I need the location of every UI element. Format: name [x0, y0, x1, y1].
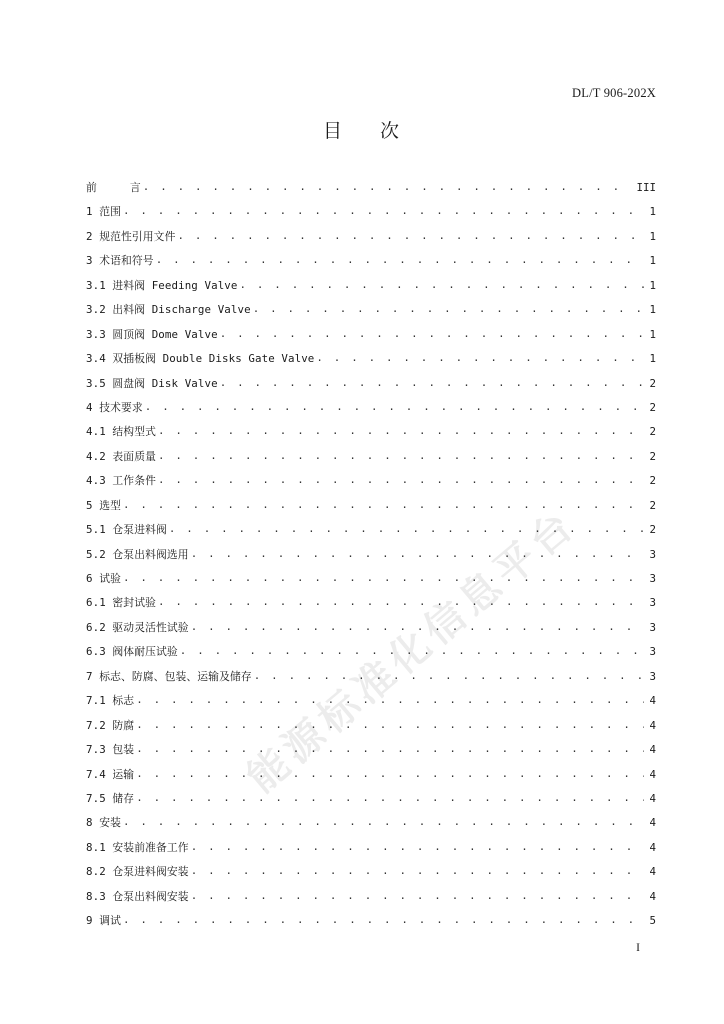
toc-entry[interactable]: [86, 496, 656, 520]
toc-entry-label: 6.3 阀体耐压试验: [86, 645, 178, 659]
toc-entry-page: 3: [649, 645, 656, 659]
toc-entry-label: 7.5 储存: [86, 791, 135, 805]
toc-entry-page: 4: [649, 694, 656, 708]
toc-dot-leader: [158, 446, 644, 466]
toc-dot-leader: [253, 299, 644, 319]
toc-entry-label: 1 范围: [86, 205, 121, 219]
toc-entry[interactable]: [86, 374, 656, 398]
toc-entry-page: 1: [649, 327, 656, 341]
document-code: DL/T 906-202X: [572, 86, 656, 100]
page-title: [0, 116, 724, 143]
toc-dot-leader: [191, 861, 644, 881]
toc-dot-leader: [191, 617, 644, 637]
toc-entry[interactable]: [86, 813, 656, 837]
toc-dot-leader: [156, 250, 644, 270]
toc-dot-leader: [136, 764, 644, 784]
toc-entry-label: 8 安装: [86, 816, 121, 830]
toc-dot-leader: [123, 568, 644, 588]
toc-entry-page: 3: [649, 547, 656, 561]
toc-entry-page: 4: [649, 840, 656, 854]
toc-entry[interactable]: [86, 276, 656, 300]
toc-entry[interactable]: [86, 838, 656, 862]
toc-entry-label: 7.1 标志: [86, 694, 135, 708]
toc-entry-label: 前 言: [86, 181, 141, 194]
toc-entry[interactable]: [86, 300, 656, 324]
toc-dot-leader: [191, 544, 644, 564]
toc-entry[interactable]: [86, 765, 656, 789]
toc-entry-page: 3: [649, 572, 656, 585]
toc-entry-page: 3: [649, 596, 656, 610]
toc-entry[interactable]: [86, 642, 656, 666]
toc-entry-label: 9 调试: [86, 914, 121, 928]
toc-entry[interactable]: [86, 618, 656, 642]
toc-dot-leader: [136, 739, 644, 759]
toc-entry-page: 4: [649, 718, 656, 732]
toc-entry[interactable]: [86, 716, 656, 740]
toc-entry-page: III: [636, 181, 656, 194]
toc-dot-leader: [220, 324, 644, 344]
title-char-2: 次: [380, 120, 402, 142]
toc-entry-label: 7.3 包装: [86, 743, 135, 757]
toc-entry-page: 1: [649, 352, 656, 366]
toc-entry-page: 2: [649, 498, 656, 512]
toc-dot-leader: [123, 910, 644, 930]
toc-entry-page: 1: [649, 229, 656, 243]
toc-entry-label: 4.3 工作条件: [86, 474, 156, 488]
toc-entry-label: 4.2 表面质量: [86, 449, 156, 463]
toc-entry[interactable]: [86, 887, 656, 911]
toc-entry[interactable]: [86, 422, 656, 446]
toc-dot-leader: [180, 641, 644, 661]
toc-dot-leader: [123, 495, 644, 515]
watermark-text: 能源标准化信息平台: [238, 500, 586, 802]
toc-entry-page: 1: [649, 278, 656, 292]
toc-entry-page: 4: [649, 865, 656, 879]
toc-entry-label: 6 试验: [86, 572, 121, 585]
toc-dot-leader: [191, 837, 644, 857]
toc-entry-page: 4: [649, 816, 656, 830]
toc-entry[interactable]: [86, 251, 656, 275]
toc-entry[interactable]: [86, 862, 656, 886]
toc-entry[interactable]: [86, 202, 656, 226]
toc-entry-label: 8.3 仓泵出料阀安装: [86, 889, 189, 903]
toc-entry-label: 4.1 结构型式: [86, 425, 156, 439]
toc-entry[interactable]: [86, 667, 656, 691]
toc-entry-page: 4: [649, 743, 656, 757]
toc-entry-page: 4: [649, 889, 656, 903]
toc-entry[interactable]: [86, 691, 656, 715]
toc-dot-leader: [191, 886, 644, 906]
toc-entry-page: 3: [649, 620, 656, 634]
toc-entry-page: 1: [649, 254, 656, 268]
table-of-contents: [86, 178, 656, 936]
toc-dot-leader: [136, 715, 644, 735]
page-number: I: [636, 942, 640, 954]
toc-entry[interactable]: [86, 593, 656, 617]
toc-entry[interactable]: [86, 740, 656, 764]
toc-dot-leader: [169, 519, 644, 539]
toc-entry[interactable]: [86, 545, 656, 569]
toc-entry-page: 2: [649, 474, 656, 488]
toc-entry[interactable]: [86, 569, 656, 593]
toc-dot-leader: [143, 177, 633, 197]
toc-dot-leader: [316, 348, 644, 368]
toc-dot-leader: [123, 201, 644, 221]
toc-entry[interactable]: [86, 227, 656, 251]
toc-entry-page: 2: [649, 376, 656, 390]
toc-entry[interactable]: [86, 520, 656, 544]
toc-entry-label: 3.1 进料阀 Feeding Valve: [86, 278, 238, 292]
toc-entry[interactable]: [86, 471, 656, 495]
toc-entry-page: 2: [649, 449, 656, 463]
title-char-1: 目: [322, 120, 344, 142]
toc-entry-page: 2: [649, 425, 656, 439]
toc-entry[interactable]: [86, 398, 656, 422]
toc-dot-leader: [220, 373, 644, 393]
toc-dot-leader: [254, 666, 644, 686]
toc-entry-label: 5 选型: [86, 498, 121, 512]
toc-entry[interactable]: [86, 349, 656, 373]
toc-entry-label: 5.2 仓泵出料阀选用: [86, 547, 189, 561]
toc-entry-label: 2 规范性引用文件: [86, 229, 176, 243]
toc-entry[interactable]: [86, 178, 656, 202]
toc-entry-label: 8.2 仓泵进料阀安装: [86, 865, 189, 879]
toc-entry-page: 2: [649, 523, 656, 537]
toc-dot-leader: [136, 690, 644, 710]
toc-entry-label: 7 标志、防腐、包装、运输及储存: [86, 669, 252, 683]
toc-entry-label: 3.2 出料阀 Discharge Valve: [86, 303, 251, 317]
toc-entry[interactable]: [86, 447, 656, 471]
toc-dot-leader: [158, 592, 644, 612]
toc-entry-label: 5.1 仓泵进料阀: [86, 523, 167, 537]
toc-entry-page: 2: [649, 400, 656, 414]
toc-dot-leader: [158, 470, 644, 490]
toc-entry-label: 6.1 密封试验: [86, 596, 156, 610]
toc-entry-label: 6.2 驱动灵活性试验: [86, 620, 189, 634]
toc-dot-leader: [123, 812, 644, 832]
toc-entry[interactable]: [86, 325, 656, 349]
toc-entry[interactable]: [86, 789, 656, 813]
toc-entry-label: 7.2 防腐: [86, 718, 135, 732]
toc-entry-page: 1: [649, 303, 656, 317]
toc-entry-label: 3.5 圆盘阀 Disk Valve: [86, 376, 218, 390]
toc-entry-label: 7.4 运输: [86, 767, 135, 781]
toc-entry-label: 3 术语和符号: [86, 254, 154, 268]
toc-entry-label: 4 技术要求: [86, 400, 143, 414]
toc-dot-leader: [158, 421, 644, 441]
toc-entry-label: 8.1 安装前准备工作: [86, 840, 189, 854]
toc-entry-page: 4: [649, 791, 656, 805]
toc-dot-leader: [240, 275, 645, 295]
toc-entry-label: 3.4 双插板阀 Double Disks Gate Valve: [86, 352, 315, 366]
toc-entry-page: 4: [649, 767, 656, 781]
toc-entry-page: 3: [649, 669, 656, 683]
toc-dot-leader: [177, 226, 644, 246]
toc-entry-label: 3.3 圆顶阀 Dome Valve: [86, 327, 218, 341]
toc-dot-leader: [145, 397, 644, 417]
toc-entry[interactable]: [86, 911, 656, 935]
toc-entry-page: 5: [649, 914, 656, 928]
toc-entry-page: 1: [649, 205, 656, 219]
toc-dot-leader: [136, 788, 644, 808]
